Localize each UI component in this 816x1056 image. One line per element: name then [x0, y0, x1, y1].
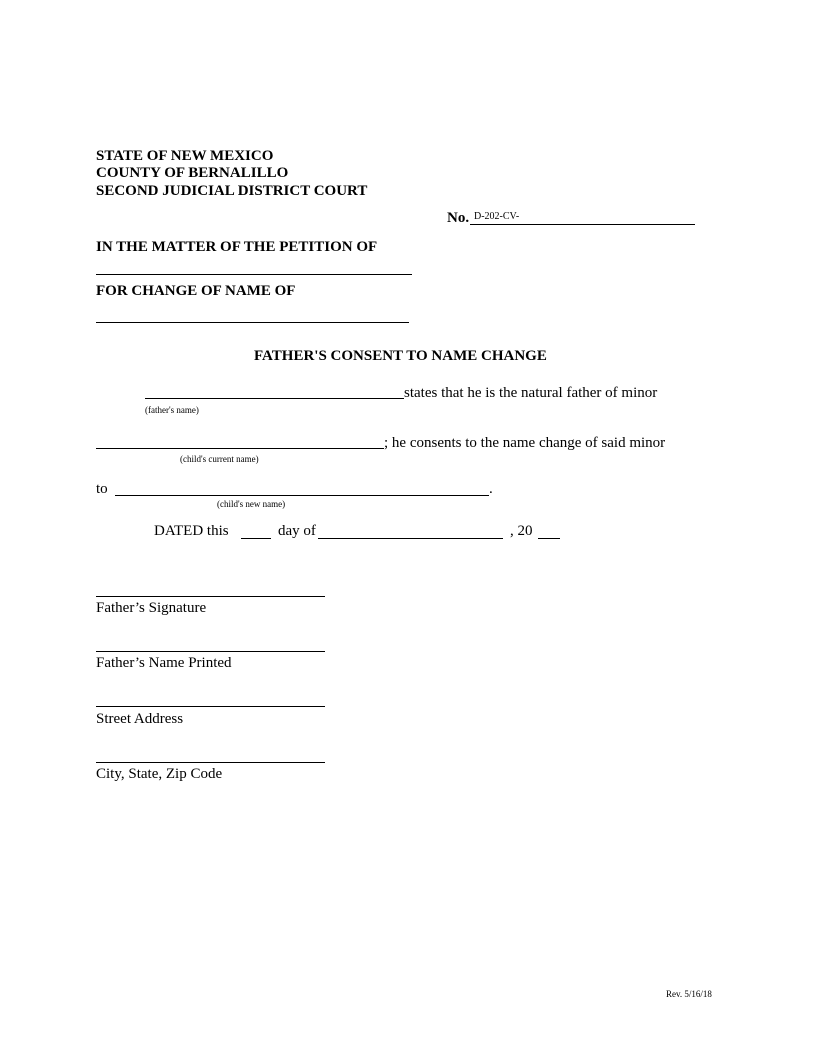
fathers-name-printed-label: Father’s Name Printed	[96, 655, 232, 671]
county-heading: COUNTY OF BERNALILLO	[96, 165, 289, 181]
childs-new-name-field[interactable]	[115, 495, 489, 496]
childs-current-name-field[interactable]	[96, 448, 384, 449]
name-change-subject-field[interactable]	[96, 322, 409, 323]
dated-this-label: DATED this	[154, 523, 229, 539]
fathers-name-field[interactable]	[145, 398, 404, 399]
court-heading: SECOND JUDICIAL DISTRICT COURT	[96, 183, 368, 199]
to-label: to	[96, 481, 108, 497]
day-of-label: day of	[278, 523, 316, 539]
new-name-period: .	[489, 481, 493, 497]
state-heading: STATE OF NEW MEXICO	[96, 148, 274, 164]
consent-statement: ; he consents to the name change of said minor	[384, 435, 666, 451]
fathers-name-printed-field[interactable]	[96, 651, 325, 652]
childs-current-name-caption: (child's current name)	[180, 454, 259, 464]
natural-father-statement: states that he is the natural father of minor	[404, 385, 658, 401]
case-number-prefix: D-202-CV-	[474, 211, 520, 222]
fathers-signature-label: Father’s Signature	[96, 600, 207, 616]
revision-date: Rev. 5/16/18	[666, 989, 712, 999]
year-field[interactable]	[538, 538, 560, 539]
case-number-label: No.	[447, 210, 470, 226]
petition-of-label: IN THE MATTER OF THE PETITION OF	[96, 239, 378, 255]
document-title: FATHER'S CONSENT TO NAME CHANGE	[254, 348, 547, 364]
fathers-name-caption: (father's name)	[145, 405, 199, 415]
street-address-label: Street Address	[96, 711, 184, 727]
childs-new-name-caption: (child's new name)	[217, 499, 286, 509]
city-state-zip-field[interactable]	[96, 762, 325, 763]
street-address-field[interactable]	[96, 706, 325, 707]
day-field[interactable]	[241, 538, 271, 539]
month-field[interactable]	[318, 538, 503, 539]
city-state-zip-label: City, State, Zip Code	[96, 766, 223, 782]
petitioner-name-field[interactable]	[96, 274, 412, 275]
fathers-signature-field[interactable]	[96, 596, 325, 597]
change-of-name-label: FOR CHANGE OF NAME OF	[96, 283, 296, 299]
case-number-field[interactable]	[470, 224, 695, 225]
year-prefix-label: , 20	[510, 523, 533, 539]
